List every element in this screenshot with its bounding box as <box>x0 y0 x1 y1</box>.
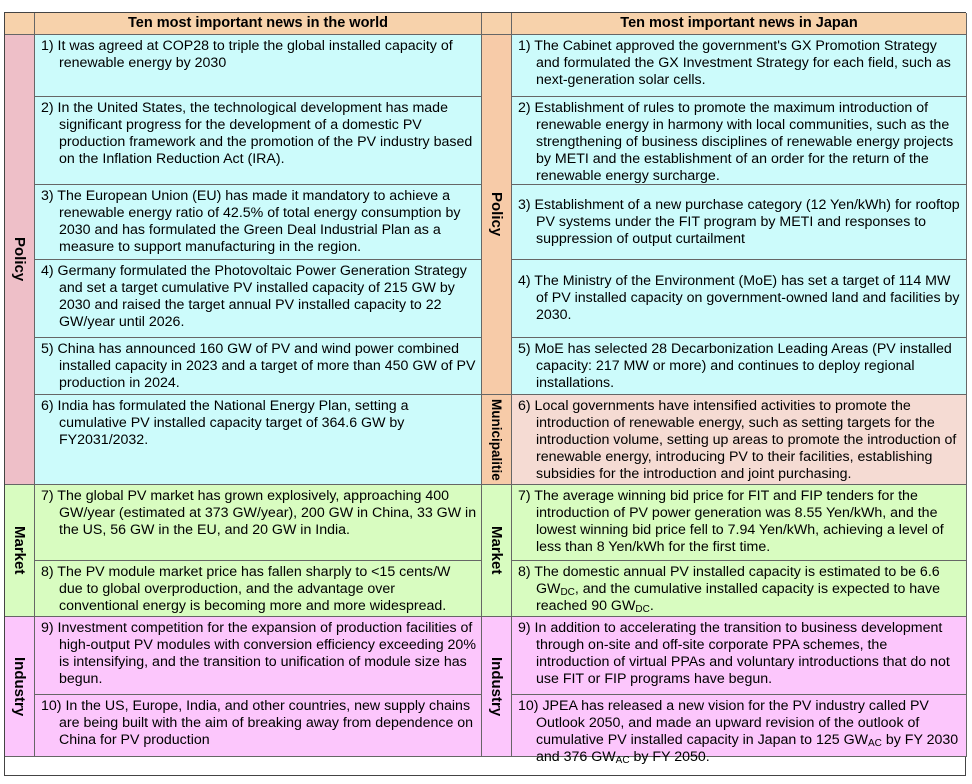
japan-news-item: 3) Establishment of a new purchase category (12 Yen/kWh) for rooftop PV systems under the FIT program by METI and responses to suppression of output curtailment <box>512 185 967 260</box>
world-news-item: 9) Investment competition for the expansion of production facilities of high-output PV modules with conversion efficiency exceeding 20% is intensifying, and the transition to unification of module size has begun. <box>35 617 482 695</box>
world-news-item: 1) It was agreed at COP28 to triple the global installed capacity of renewable energy by 2030 <box>35 35 482 97</box>
japan-news-header: Ten most important news in Japan <box>512 13 967 35</box>
world-news-item: 6) India has formulated the National Energy Plan, setting a cumulative PV installed capacity target of 364.6 GW by FY2031/2032. <box>35 395 482 485</box>
japan-news-item: 8) The domestic annual PV installed capacity is estimated to be 6.6 $GW_{DC}$, and the cumulative installed capacity is expected to have reached 90 $GW_{DC}$. <box>512 561 967 617</box>
japan-news-item: 10) JPEA has released a new vision for the PV industry called PV Outlook 2050, and made an upward revision of the outlook of cumulative PV installed capacity in Japan to 125 $GW_{AC}$ by FY 2030 and 376 $GW_{AC}$ by FY 2050. <box>512 695 967 757</box>
world-news-item: 4) Germany formulated the Photovoltaic Power Generation Strategy and set a target cumulative PV installed capacity of 215 GW by 2030 and raised the target annual PV installed capacity to 22 GW/year until 2026. <box>35 260 482 338</box>
world-category-industry: Industry <box>5 617 35 757</box>
world-news-header: Ten most important news in the world <box>35 13 482 35</box>
news-table <box>4 12 966 776</box>
world-news-item: 7) The global PV market has grown explosively, approaching 400 GW/year (estimated at 373 GW/year), 200 GW in China, 33 GW in the US, 56 GW in the EU, and 20 GW in India. <box>35 485 482 561</box>
japan-news-item: 5) MoE has selected 28 Decarbonization Leading Areas (PV installed capacity: 217 MW or more) and continues to deploy regional installations. <box>512 338 967 395</box>
header-corner-left <box>5 13 35 35</box>
japan-news-item: 6) Local governments have intensified activities to promote the introduction of renewable energy, such as setting targets for the introduction volume, setting up areas to promote the introduction of renewable energy, introducing PV to their facilities, establishing subsidies for the introduction and joint purchasing. <box>512 395 967 485</box>
japan-category-industry: Industry <box>482 617 512 757</box>
japan-news-item: 2) Establishment of rules to promote the maximum introduction of renewable energy in harmony with local communities, such as the strengthening of business disciplines of renewable energy projects by METI and the establishment of an order for the return of the renewable energy surcharge. <box>512 97 967 185</box>
japan-news-item: 7) The average winning bid price for FIT and FIP tenders for the introduction of PV power generation was 8.55 Yen/kWh, and the lowest winning bid price fell to 7.94 Yen/kWh, achieving a level of less than 8 Yen/kWh for the first time. <box>512 485 967 561</box>
world-news-item: 2) In the United States, the technological development has made significant progress for the development of a domestic PV production framework and the promotion of the PV industry based on the Inflation Reduction Act (IRA). <box>35 97 482 185</box>
japan-category-policy: Policy <box>482 35 512 395</box>
header-corner-right <box>482 13 512 35</box>
japan-news-item: 1) The Cabinet approved the government's GX Promotion Strategy and formulated the GX Investment Strategy for each field, such as next-generation solar cells. <box>512 35 967 97</box>
world-category-policy: Policy <box>5 35 35 485</box>
japan-category-municipalities: Municipalitie <box>482 395 512 485</box>
world-news-item: 10) In the US, Europe, India, and other countries, new supply chains are being built with the aim of breaking away from dependence on China for PV production <box>35 695 482 757</box>
world-news-item: 8) The PV module market price has fallen sharply to <15 cents/W due to global overproduction, and the advantage over conventional energy is becoming more and more widespread. <box>35 561 482 617</box>
japan-category-market: Market <box>482 485 512 617</box>
japan-news-item: 4) The Ministry of the Environment (MoE) has set a target of 114 MW of PV installed capacity on government-owned land and facilities by 2030. <box>512 260 967 338</box>
world-news-item: 3) The European Union (EU) has made it mandatory to achieve a renewable energy ratio of 42.5% of total energy consumption by 2030 and has formulated the Green Deal Industrial Plan as a measure to support manufacturing in the region. <box>35 185 482 260</box>
japan-news-item: 9) In addition to accelerating the transition to business development through on-site and off-site corporate PPA schemes, the introduction of virtual PPAs and voluntary introductions that do not use FIT or FIP programs have begun. <box>512 617 967 695</box>
world-category-market: Market <box>5 485 35 617</box>
world-news-item: 5) China has announced 160 GW of PV and wind power combined installed capacity in 2023 and a target of more than 450 GW of PV production in 2024. <box>35 338 482 395</box>
